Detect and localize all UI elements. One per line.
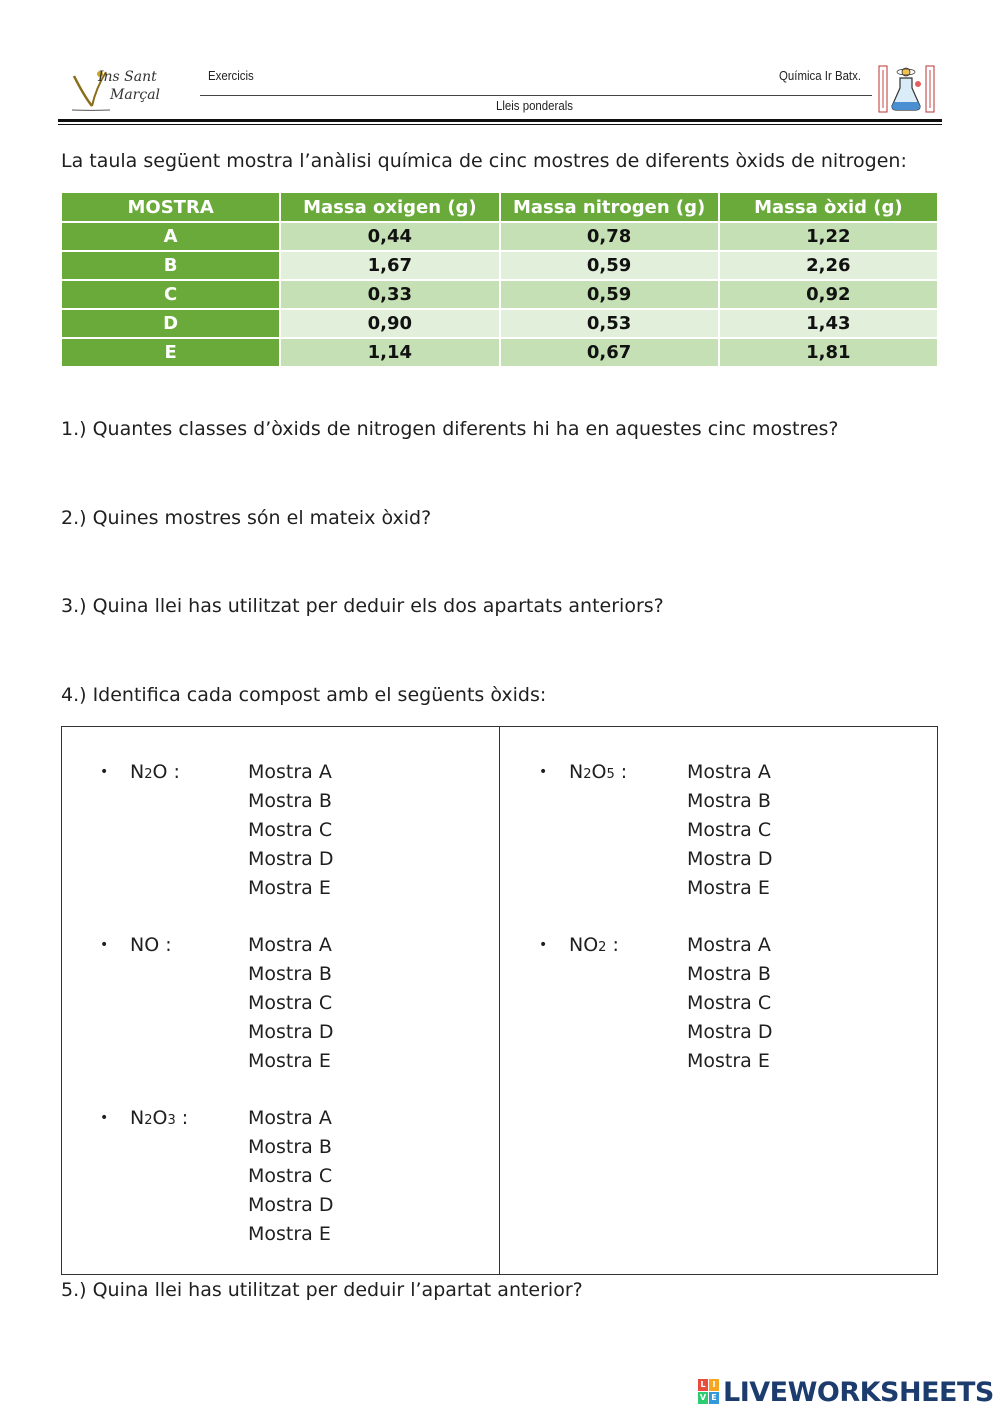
oxide-formula: N2O : <box>130 761 180 783</box>
option-sample-a[interactable]: Mostra A <box>687 934 771 956</box>
header-left-label: Exercicis <box>208 68 254 83</box>
samples-table <box>60 193 939 368</box>
option-sample-b[interactable]: Mostra B <box>248 963 332 985</box>
question-1: 1.) Quantes classes d’òxids de nitrogen diferents hi ha en aquestes cinc mostres? <box>61 418 839 440</box>
header-sample: MOSTRA <box>62 193 279 223</box>
oxide-mass: 0,92 <box>720 281 937 310</box>
sample-options <box>687 758 773 903</box>
option-sample-e[interactable]: Mostra E <box>248 1050 331 1072</box>
sample-options <box>248 1104 334 1249</box>
option-sample-b[interactable]: Mostra B <box>248 790 332 812</box>
header-right-label: Química Ir Batx. <box>779 68 862 83</box>
sample-label: D <box>62 310 279 339</box>
chemistry-logo <box>878 64 936 114</box>
nitrogen-mass: 0,59 <box>501 252 718 281</box>
table-row <box>62 310 937 339</box>
bullet-icon: • <box>539 937 548 953</box>
option-sample-c[interactable]: Mostra C <box>687 992 772 1014</box>
option-sample-e[interactable]: Mostra E <box>248 1223 331 1245</box>
question-2: 2.) Quines mostres són el mateix òxid? <box>61 507 432 529</box>
sample-options <box>687 931 773 1076</box>
option-sample-a[interactable]: Mostra A <box>248 1107 332 1129</box>
option-sample-a[interactable]: Mostra A <box>248 934 332 956</box>
table-row <box>62 339 937 368</box>
bullet-icon: • <box>100 764 109 780</box>
header-thin-rule <box>58 124 942 125</box>
option-sample-c[interactable]: Mostra C <box>248 1165 333 1187</box>
option-sample-d[interactable]: Mostra D <box>248 848 334 870</box>
question-5: 5.) Quina llei has utilitzat per deduir l’apartat anterior? <box>61 1279 583 1301</box>
option-sample-a[interactable]: Mostra A <box>687 761 771 783</box>
oxygen-mass: 0,90 <box>281 310 498 339</box>
header-thick-rule <box>58 119 942 122</box>
header-oxide-mass: Massa òxid (g) <box>720 193 937 223</box>
brand-name: LIVEWORKSHEETS <box>723 1377 994 1408</box>
oxygen-mass: 0,44 <box>281 223 498 252</box>
nitrogen-mass: 0,78 <box>501 223 718 252</box>
option-sample-c[interactable]: Mostra C <box>248 992 333 1014</box>
option-sample-b[interactable]: Mostra B <box>248 1136 332 1158</box>
option-sample-d[interactable]: Mostra D <box>248 1194 334 1216</box>
liveworksheets-badge-icon: L I V E <box>698 1379 720 1405</box>
option-sample-b[interactable]: Mostra B <box>687 963 771 985</box>
header-nitrogen-mass: Massa nitrogen (g) <box>501 193 718 223</box>
oxygen-mass: 0,33 <box>281 281 498 310</box>
sample-label: C <box>62 281 279 310</box>
chemistry-flask-icon <box>878 64 936 114</box>
oxygen-mass: 1,67 <box>281 252 498 281</box>
option-sample-a[interactable]: Mostra A <box>248 761 332 783</box>
school-name-line2: Marçal <box>110 87 161 103</box>
sample-label: A <box>62 223 279 252</box>
oxide-mass: 1,43 <box>720 310 937 339</box>
oxide-mass: 1,22 <box>720 223 937 252</box>
option-sample-b[interactable]: Mostra B <box>687 790 771 812</box>
oxygen-mass: 1,14 <box>281 339 498 368</box>
nitrogen-mass: 0,53 <box>501 310 718 339</box>
nitrogen-mass: 0,59 <box>501 281 718 310</box>
option-sample-c[interactable]: Mostra C <box>248 819 333 841</box>
sample-options <box>248 758 334 903</box>
question-3: 3.) Quina llei has utilitzat per deduir els dos apartats anteriors? <box>61 595 664 617</box>
option-sample-e[interactable]: Mostra E <box>687 1050 770 1072</box>
oxide-mass: 1,81 <box>720 339 937 368</box>
option-sample-e[interactable]: Mostra E <box>687 877 770 899</box>
table-row <box>62 223 937 252</box>
table-header-row <box>62 193 937 223</box>
intro-text: La taula següent mostra l’anàlisi química de cinc mostres de diferents òxids de nitrogen: <box>61 150 907 172</box>
sample-options <box>248 931 334 1076</box>
option-sample-d[interactable]: Mostra D <box>687 848 773 870</box>
school-name-line1: Ins Sant <box>98 69 157 85</box>
bullet-icon: • <box>539 764 548 780</box>
oxide-formula: NO : <box>130 934 172 956</box>
header-rule <box>200 95 872 96</box>
school-logo <box>70 66 188 112</box>
question-4: 4.) Identifica cada compost amb el següents òxids: <box>61 684 547 706</box>
option-sample-d[interactable]: Mostra D <box>248 1021 334 1043</box>
sample-label: B <box>62 252 279 281</box>
school-name <box>98 68 160 104</box>
option-sample-c[interactable]: Mostra C <box>687 819 772 841</box>
option-sample-d[interactable]: Mostra D <box>687 1021 773 1043</box>
bullet-icon: • <box>100 937 109 953</box>
box-divider <box>499 726 500 1275</box>
bullet-icon: • <box>100 1110 109 1126</box>
oxide-formula: NO2 : <box>569 934 619 956</box>
oxide-formula: N2O5 : <box>569 761 628 783</box>
option-sample-e[interactable]: Mostra E <box>248 877 331 899</box>
oxide-mass: 2,26 <box>720 252 937 281</box>
sample-label: E <box>62 339 279 368</box>
table-row <box>62 281 937 310</box>
header-oxygen-mass: Massa oxigen (g) <box>281 193 498 223</box>
oxide-formula: N2O3 : <box>130 1107 189 1129</box>
header-subtitle: Lleis ponderals <box>496 98 573 113</box>
nitrogen-mass: 0,67 <box>501 339 718 368</box>
table-row <box>62 252 937 281</box>
